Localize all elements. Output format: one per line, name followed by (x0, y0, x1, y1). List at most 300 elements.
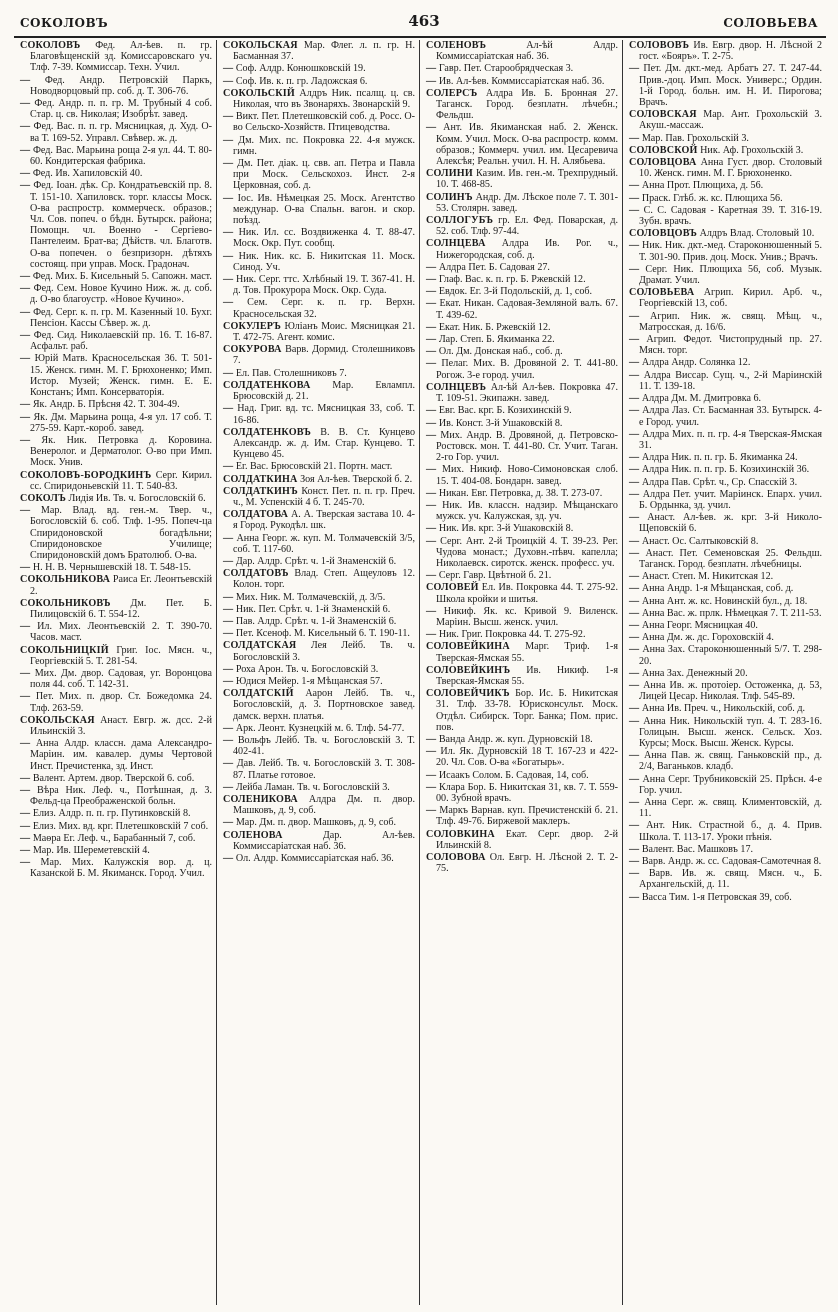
directory-entry (20, 645, 212, 667)
entry-details: Маркъ Варнав. куп. Пречистенскій б. 21. Тлф. 49-76. Биржевой маклеръ. (436, 805, 618, 828)
entry-details: Алдра Пет. учит. Маріинск. Епарх. учил. Б. Ордынка, зд. учил. (639, 488, 822, 511)
entry-surname: — (223, 853, 234, 865)
entry-surname: — (223, 192, 234, 204)
entry-surname: — (223, 603, 234, 615)
entry-details: Фед. Андр. Петровскій Паркъ, Новодворцовый пр. соб. д. Т. 306-76. (30, 74, 212, 97)
entry-details: Екат. Ник. Б. Ржевскій 12. (438, 321, 551, 333)
directory-entry (426, 346, 618, 357)
entry-details: Ант. Ник. Страстной б., д. 4. Прив. Школа. Т. 113-17. Уроки пѣнія. (639, 820, 822, 843)
entry-surname: — (20, 121, 31, 133)
entry-details: Фед. Сид. Николаевскій пр. 16. Т. 16-87. Асфальт. раб. (30, 330, 213, 353)
directory-entry (629, 193, 822, 204)
directory-entry (426, 358, 618, 380)
entry-details: Валент. Артем. двор. Тверской 6. соб. (32, 772, 195, 784)
directory-entry (223, 794, 415, 816)
directory-entry (426, 418, 618, 429)
entry-surname: — (426, 321, 437, 333)
entry-surname: — (20, 785, 31, 796)
entry-surname: СОЛИНИ (426, 168, 473, 180)
directory-entry (223, 427, 415, 461)
entry-details: Влад. Степ. Ащеуловъ 12. Колон. торг. (233, 568, 415, 591)
directory-entry (20, 283, 212, 305)
directory-entry (426, 76, 618, 87)
entry-surname: — (426, 781, 437, 793)
directory-entry (426, 770, 618, 781)
entry-details: Раиса Ег. Леонтьевскій 2. (30, 574, 212, 597)
directory-entry (426, 805, 618, 827)
entry-surname: — (629, 310, 640, 322)
entry-surname: — (629, 750, 640, 762)
entry-details: Ег. Вас. Брюсовскій 21. Портн. маст. (235, 461, 393, 473)
entry-surname: — (426, 122, 437, 134)
entry-surname: — (20, 772, 31, 784)
column-4 (623, 40, 826, 1305)
directory-entry (629, 548, 822, 570)
entry-details: Іос. Ив. Нѣмецкая 25. Моск. Агентство междунар. О-ва Спальн. вагон. и скор. поѣзд. (233, 192, 415, 227)
directory-entry (629, 583, 822, 594)
entry-details: Евдок. Ег. 3-й Подольскій, д. 1, соб. (438, 286, 593, 298)
entry-surname: — (20, 845, 31, 857)
header-rule (14, 36, 826, 38)
entry-details: Григ. Іос. Мясн. ч., Георгіевскій 5. Т. 281-54. (30, 644, 212, 667)
entry-details: Алдра Лаз. Ст. Басманная 33. Бутырск. 4-е Город. учил. (639, 405, 822, 428)
entry-details: Алдра Мих. п. п. гр. 4-я Тверская-Ямская 31. (639, 428, 822, 451)
directory-entry (629, 429, 822, 451)
directory-entry (629, 405, 822, 427)
entry-surname: — (223, 227, 234, 239)
entry-details: Дар. Ал-ѣев. Коммиссаріатская наб. 36. (233, 829, 415, 852)
entry-surname: СОЛИНЪ (426, 191, 473, 203)
entry-details: Казим. Ив. ген.-м. Трехпрудный. 10. Т. 468-85. (436, 168, 618, 191)
entry-details: Ив. Евгр. двор. Н. Лѣсной 2 гост. «Бояръ». Т. 2-75. (639, 40, 822, 63)
directory-entry (223, 688, 415, 722)
entry-surname: — (20, 562, 31, 574)
directory-entry (629, 512, 822, 534)
entry-details: Серг. Гавр. Цвѣтной б. 21. (438, 570, 552, 582)
directory-entry (426, 334, 618, 345)
entry-details: Мар. Евлампл. Брюсовскій д. 21. (233, 379, 415, 403)
directory-entry (20, 180, 212, 270)
directory-entry (629, 750, 822, 772)
entry-surname: СОЛДАТСКАЯ (223, 640, 297, 652)
directory-entry (223, 735, 415, 757)
directory-entry (629, 703, 822, 714)
directory-entry (223, 321, 415, 343)
entry-surname: — (426, 605, 437, 617)
directory-entry (223, 40, 415, 62)
entry-details: Дм. Пет. діак. ц. свв. ап. Петра и Павла при Моск. Сельскохоз. Инст. 2-я Церковная, соб. д. (233, 158, 415, 192)
entry-details: Фед. Ив. Хапиловскій 40. (32, 168, 143, 180)
directory-entry (629, 856, 822, 867)
directory-entry (629, 145, 822, 156)
entry-surname: — (426, 417, 437, 429)
directory-entry (20, 145, 212, 167)
entry-surname: — (629, 703, 640, 715)
directory-entry (223, 604, 415, 615)
entry-surname: СОЛОВЬЕВА (629, 287, 695, 299)
directory-entry (629, 489, 822, 511)
entry-surname: СОКОЛЪ (20, 492, 67, 504)
directory-entry (20, 121, 212, 143)
entry-surname: — (629, 452, 640, 464)
directory-entry (629, 571, 822, 582)
entry-surname: — (223, 628, 234, 640)
entry-details: Дм. Мих. пс. Покровка 22. 4-я мужск. гимн. (233, 134, 415, 157)
directory-entry (223, 158, 415, 192)
entry-details: Анаст. Евгр. ж. дсс. 2-й Ильинскій 3. (30, 714, 212, 737)
entry-details: Юліанъ Моис. Мясницкая 21. Т. 472-75. Агент. комис. (233, 320, 415, 344)
directory-entry (223, 251, 415, 273)
directory-entry (426, 286, 618, 297)
entry-surname: — (629, 132, 640, 144)
entry-details: Конст. Пет. п. п. гр. Преч. ч., М. Успенскій 4 б. Т. 245-70. (233, 485, 415, 508)
directory-entry (426, 405, 618, 416)
entry-details: Вѣра Ник. Леф. ч., Потѣшная, д. 3. Фельд-ца Преображенской больн. (30, 785, 212, 808)
entry-details: Мих. Андр. В. Дровяной, д. Петровско-Ростовск. мон. Т. 441-80. Ст. Учит. Таган. 2-го Гор. учил. (436, 429, 618, 464)
directory-entry (20, 307, 212, 329)
entry-surname: — (426, 733, 437, 745)
directory-entry (426, 688, 618, 733)
directory-entry (426, 570, 618, 581)
entry-details: Ник. Ник. дкт.-мед. Староконюшенный 5. Т. 301-90. Прив. доц. Моск. Унив.; Врачъ. (639, 240, 822, 263)
entry-details: Алдра Ник. п. п. гр. Б. Якиманка 24. (641, 452, 798, 464)
entry-surname: — (223, 403, 234, 415)
entry-surname: — (629, 405, 640, 417)
directory-entry (629, 334, 822, 356)
entry-surname: — (20, 168, 31, 180)
entry-details: Андр. Дм. Лѣское поле 7. Т. 301-53. Столярн. завед. (436, 191, 618, 214)
entry-details: Дар. Алдр. Срѣт. ч. 1-й Знаменскій 6. (235, 555, 397, 567)
directory-entry (223, 817, 415, 828)
entry-details: Арк. Леонт. Кузнецкій м. 6. Тлф. 54-77. (235, 722, 405, 734)
entry-surname: — (629, 644, 640, 656)
entry-surname: — (20, 283, 31, 295)
entry-surname: — (223, 461, 234, 473)
directory-entry (629, 393, 822, 404)
entry-details: Фед. Сем. Новое Кучино Ниж. ж. д. соб. д. О-во благоустр. «Новое Кучино». (30, 283, 212, 306)
entry-surname: — (223, 158, 234, 170)
entry-details: Фед. Іоан. дѣк. Ср. Кондратьевскій пр. 8. Т. 151-10. Хапиловск. торг. классы Моск. О-ва распростр. коммерческ. образов.; Чл. Сов. попеч. о бѣдн. Бутырск. района; Помощн. чл. Военно - Сергіево-Пантелеим. Брат-ва; Дѣйств. чл. Благотв. О-ва попечен. о безпризорн. дѣтяхъ состоящ. при управ. Моск. Градонач. (30, 180, 212, 270)
entry-surname: СОЛНЦЕВА (426, 238, 486, 250)
entry-surname: — (629, 571, 640, 583)
directory-entry (629, 133, 822, 144)
entry-surname: — (629, 547, 640, 559)
entry-surname: — (629, 512, 640, 524)
entry-details: Сем. Серг. к. п. гр. Верхн. Красносельская 32. (233, 297, 415, 320)
entry-surname: — (426, 523, 437, 535)
entry-surname: — (629, 428, 640, 440)
entry-details: Ник. Аф. Грохольскій 3. (700, 144, 804, 156)
directory-entry (223, 403, 415, 425)
directory-entry (629, 797, 822, 819)
entry-surname: СОЛЛОГУБЪ (426, 215, 494, 227)
directory-entry (629, 157, 822, 179)
entry-details: Анаст. Степ. М. Никитская 12. (641, 571, 774, 583)
running-head-right: СОЛОВЬЕВА (723, 16, 818, 30)
entry-details: Маѳра Ег. Леф. ч., Барабанный 7, соб. (32, 832, 196, 844)
directory-entry (20, 808, 212, 819)
entry-details: Анна Ив. Преч. ч., Никольскій, соб. д. (641, 703, 806, 715)
entry-details: Мих. Дм. двор. Садовая, уг. Воронцова поля 44. соб. Т. 142-31. (30, 667, 212, 691)
directory-entry (629, 357, 822, 368)
entry-details: Ник. Ил. сс. Воздвиженка 4. Т. 88-47. Моск. Окр. Пут. сообщ. (233, 227, 415, 250)
entry-details: Ник. Серг. ттс. Хлѣбный 19. Т. 367-41. Н. д. Тов. Прокурора Моск. Окр. Суда. (233, 274, 415, 297)
entry-details: Мар. Влад. вд. ген.-м. Твер. ч., Богословскій 6. соб. Тлф. 1-95. Попеч-ца Спиридоновской богадѣльни; Спиридоновское Училище; Спиридоновскій домъ Братолюб. О-ва. (30, 505, 212, 561)
entry-surname: СОЛОВЕЙ (426, 582, 479, 594)
entry-details: Лея Лейб. Тв. ч. Богословскій 3. (233, 640, 415, 663)
directory-entry (223, 676, 415, 687)
entry-surname: СОКОЛЬСКАЯ (223, 40, 298, 51)
entry-surname: — (223, 675, 234, 687)
entry-surname: СОЛОВЕЙКИНА (426, 641, 510, 653)
entry-surname: СОЛОВСКОЙ (629, 144, 698, 156)
entry-details: Мар. Дм. п. двор. Машковъ, д. 9, соб. (235, 817, 397, 829)
directory-entry (223, 664, 415, 675)
entry-details: Фед. Андр. п. п. гр. М. Трубный 4 соб. Стар. ц. св. Николая; Изобрѣт. завед. (30, 98, 212, 121)
entry-details: Як. Ник. Петровка д. Коровина. Венеролог. и Дерматолог. О-во при Имп. Моск. Унив. (30, 434, 212, 469)
directory-entry (223, 640, 415, 662)
directory-entry (20, 168, 212, 179)
entry-details: Евг. Вас. крг. Б. Козихинскій 9. (438, 405, 572, 417)
directory-entry (20, 353, 212, 398)
entry-details: Анна Андр. 1-я Мѣщанская, соб. д. (641, 583, 794, 595)
entry-details: Ол. Дм. Донская наб., соб. д. (438, 346, 563, 358)
entry-details: Анна Серг. Трубниковскій 25. Прѣсн. 4-е Гор. учил. (639, 773, 822, 796)
entry-details: Алдра Андр. Солянка 12. (641, 357, 751, 369)
entry-details: Мих. Никиф. Ново-Симоновская слоб. 15. Т. 404-08. Бондарн. завед. (436, 464, 618, 487)
entry-surname: — (20, 399, 31, 411)
entry-details: Варв. Ив. ж. свящ. Мясн. ч., Б. Архангельскій, д. 11. (639, 868, 822, 891)
entry-details: Ник. Ив. крг. 3-й Ушаковскій 8. (438, 523, 574, 535)
entry-details: Анна Пав. ж. свящ. Ганьковскій пр., д. 2/4, Ваганьков. кладб. (639, 750, 822, 773)
entry-details: Васса Тим. 1-я Петровская 39, соб. (641, 891, 792, 903)
entry-surname: — (426, 570, 437, 582)
directory-entry (426, 298, 618, 320)
entry-details: Ил. Мих. Леонтьевскій 2. Т. 390-70. Часов. маст. (30, 621, 212, 644)
entry-details: Мар. Пав. Грохольскій 3. (641, 132, 749, 144)
entry-details: В. В. Ст. Кунцево Александр. ж. д. Им. Стар. Кунцево. Т. Кунцево 45. (233, 426, 415, 461)
entry-surname: — (629, 595, 640, 607)
directory-entry (629, 205, 822, 227)
directory-entry (20, 598, 212, 620)
entry-details: Лар. Степ. Б. Якиманка 22. (438, 334, 555, 346)
directory-entry (20, 470, 212, 492)
directory-entry (426, 734, 618, 745)
entry-details: Алдра Ник. п. п. гр. Б. Козихинскій 36. (641, 464, 810, 476)
directory-entry (223, 193, 415, 227)
entry-surname: СОЛДАТКИНЪ (223, 485, 298, 497)
entry-surname: — (629, 192, 640, 204)
directory-entry (426, 488, 618, 499)
entry-details: Анна Алдр. классн. дама Александро-Маріин. им. кавалер. думы Чертовой Инст. Пречистенка, зд. Инст. (30, 738, 212, 772)
entry-details: Гавр. Пет. Старообрядческая 3. (438, 63, 574, 75)
directory-entry (223, 616, 415, 627)
directory-entry (223, 568, 415, 590)
entry-details: Фед. Мих. Б. Кисельный 5. Сапожн. маст. (32, 271, 212, 283)
directory-entry (629, 464, 822, 475)
directory-entry (629, 264, 822, 286)
directory-entry (426, 192, 618, 214)
entry-surname: СОКОЛЬНИЦКІЙ (20, 644, 109, 656)
entry-details: Алдръ Ник. псалщ. ц. св. Николая, что въ Звонаряхъ. Звонарскій 9. (233, 87, 415, 111)
entry-details: Алдра Пет. Б. Садовая 27. (438, 261, 550, 273)
entry-surname: СОКОЛЬНИКОВЪ (20, 597, 111, 609)
entry-surname: — (426, 769, 437, 781)
entry-surname: — (426, 805, 437, 817)
entry-details: Анна Зах. Староконюшенный 5/7. Т. 298-20. (639, 644, 822, 667)
entry-surname: — (426, 63, 437, 75)
entry-details: Исаакъ Солом. Б. Садовая, 14, соб. (438, 769, 589, 781)
entry-surname: — (629, 369, 640, 381)
entry-surname: СОКУРОВА (223, 344, 282, 356)
entry-details: Ник. Пет. Срѣт. ч. 1-й Знаменскій 6. (235, 603, 391, 615)
entry-details: Серг. Ник. Плющиха 56, соб. Музык. Драмат. Учил. (639, 263, 822, 287)
entry-details: Ол. Евгр. Н. Лѣсной 2. Т. 2-75. (436, 852, 618, 875)
entry-details: Ив. Никиф. 1-я Тверская-Ямская 55. (436, 664, 618, 687)
directory-entry (629, 820, 822, 842)
directory-entry (426, 88, 618, 122)
entry-details: Пет. Ксеноф. М. Кисельный 6. Т. 190-11. (235, 628, 410, 640)
entry-surname: — (426, 746, 437, 758)
entry-surname: — (426, 346, 437, 358)
directory-entry (629, 536, 822, 547)
directory-entry (426, 262, 618, 273)
directory-entry (629, 620, 822, 631)
entry-details: Анна Густ. двор. Столовый 10. Женск. гимн. М. Г. Брюхоненко. (639, 157, 822, 180)
directory-entry (629, 608, 822, 619)
entry-details: Як. Дм. Марьина роща, 4-я ул. 17 соб. Т. 275-59. Карт.-короб. завед. (30, 411, 212, 434)
directory-entry (223, 76, 415, 87)
entry-surname: — (629, 679, 640, 691)
entry-surname: СОКОЛЬСКІЙ (223, 87, 295, 99)
directory-page (14, 0, 826, 1312)
entry-surname: — (223, 781, 234, 793)
directory-entry (223, 758, 415, 780)
entry-surname: СОЛЕНОВА (223, 829, 283, 841)
entry-details: Аарон Лейб. Тв. ч., Богословскій, д. 3. Портновское завед. дамск. верхн. платья. (233, 688, 415, 722)
directory-entry (426, 582, 618, 604)
entry-surname: СОЛОВОВА (426, 852, 486, 864)
directory-entry (223, 474, 415, 485)
entry-details: Ванда Андр. ж. куп. Дурновскій 18. (438, 733, 593, 745)
entry-details: Лейба Ламан. Тв. ч. Богословскій 3. (235, 781, 390, 793)
directory-entry (223, 380, 415, 402)
directory-entry (426, 238, 618, 260)
directory-entry (20, 435, 212, 469)
entry-details: Зоя Ал-ѣев. Тверской б. 2. (300, 473, 413, 485)
page-number: 463 (408, 12, 440, 30)
directory-entry (20, 785, 212, 807)
entry-surname: — (629, 63, 640, 75)
entry-surname: — (629, 488, 640, 500)
directory-entry (20, 505, 212, 561)
entry-surname: — (20, 353, 31, 365)
directory-entry (426, 500, 618, 522)
entry-surname: — (629, 773, 640, 785)
entry-surname: — (629, 240, 640, 252)
directory-entry (223, 274, 415, 296)
entry-details: Варв. Дормид. Столешниковъ 7. (233, 344, 415, 367)
entry-surname: — (629, 632, 640, 644)
entry-details: Анна Ант. ж. кс. Новинскій бул., д. 18. (641, 595, 808, 607)
directory-entry (629, 596, 822, 607)
entry-surname: — (20, 820, 31, 832)
directory-entry (223, 628, 415, 639)
entry-details: А. А. Тверская застава 10. 4-я Город. Рукодѣл. шк. (233, 509, 415, 532)
entry-details: Екат. Серг. двор. 2-й Ильинскій 8. (436, 828, 618, 851)
directory-entry (629, 109, 822, 131)
entry-surname: — (223, 274, 234, 286)
entry-surname: — (20, 505, 31, 517)
directory-entry (426, 746, 618, 768)
entry-details: Анна Прот. Плющиха, д. 56. (641, 180, 764, 192)
directory-entry (629, 240, 822, 262)
entry-details: Як. Андр. Б. Прѣсня 42. Т. 304-49. (32, 399, 180, 411)
directory-entry (20, 715, 212, 737)
entry-surname: — (426, 286, 437, 298)
directory-entry (426, 168, 618, 190)
entry-details: Глаф. Вас. к. п. гр. Б. Ржевскій 12. (438, 274, 586, 286)
directory-entry (426, 322, 618, 333)
entry-surname: — (223, 367, 234, 379)
directory-entry (426, 665, 618, 687)
entry-surname: СОЛОВЦОВЪ (629, 228, 698, 240)
entry-details: Фед. Вас. Марьина роща 2-я ул. 44. Т. 80-60. Кондитерская фабрика. (30, 144, 212, 168)
entry-surname: СОЛОВЦОВА (629, 157, 697, 169)
entry-surname: — (629, 856, 640, 868)
entry-details: Пет. Мих. п. двор. Ст. Божедомка 24. Тлф. 263-59. (30, 691, 213, 714)
entry-surname: — (629, 583, 640, 595)
entry-details: Алдра Дм. п. двор. Машковъ, д. 9, соб. (233, 794, 415, 817)
directory-entry (223, 556, 415, 567)
directory-entry (20, 562, 212, 573)
entry-surname: — (223, 75, 234, 87)
entry-surname: — (223, 134, 234, 146)
entry-details: Анна Серг. ж. свящ. Климентовскій, д. 11. (639, 797, 822, 820)
directory-entry (629, 311, 822, 333)
entry-details: Анаст. Ал-ѣев. ж. крг. 3-й Николо-Щеповскій 6. (639, 512, 822, 535)
entry-surname: — (629, 263, 640, 275)
entry-surname: — (223, 758, 234, 770)
entry-details: Ив. Конст. 3-й Ушаковскій 8. (438, 417, 563, 429)
directory-entry (20, 857, 212, 879)
entry-details: Анна Ник. Никольскій туп. 4. Т. 283-16. Голицын. Высш. женск. Сельск. Хоз. Курсы; Моск. Высш. Женск. Курсы. (639, 715, 822, 749)
directory-entry (629, 892, 822, 903)
directory-entry (20, 738, 212, 772)
entry-details: Ант. Ив. Якиманская наб. 2. Женск. Комм. Учил. Моск. О-ва распростр. комм. образов.; Коммерч. учил. им. Цесаревича Алексѣя; Реальн. учил. Н. Н. Алябьева. (436, 122, 618, 168)
directory-entry (426, 536, 618, 570)
entry-surname: — (223, 817, 234, 829)
directory-entry (20, 330, 212, 352)
entry-surname: — (223, 663, 234, 675)
entry-surname: — (629, 607, 640, 619)
directory-entry (223, 592, 415, 603)
entry-surname: СОКОЛЬСКАЯ (20, 714, 95, 726)
entry-surname: — (629, 476, 640, 488)
entry-surname: — (426, 261, 437, 273)
directory-entry (426, 274, 618, 285)
directory-entry (223, 830, 415, 852)
entry-surname: — (426, 535, 437, 547)
entry-surname: — (223, 591, 234, 603)
entry-surname: — (20, 330, 31, 342)
entry-surname: СОЛДАТОВА (223, 509, 289, 521)
entry-surname: СОЛОВСКАЯ (629, 109, 697, 121)
directory-entry (629, 644, 822, 666)
entry-surname: — (223, 532, 234, 544)
directory-entry (426, 523, 618, 534)
entry-surname: — (20, 434, 31, 446)
